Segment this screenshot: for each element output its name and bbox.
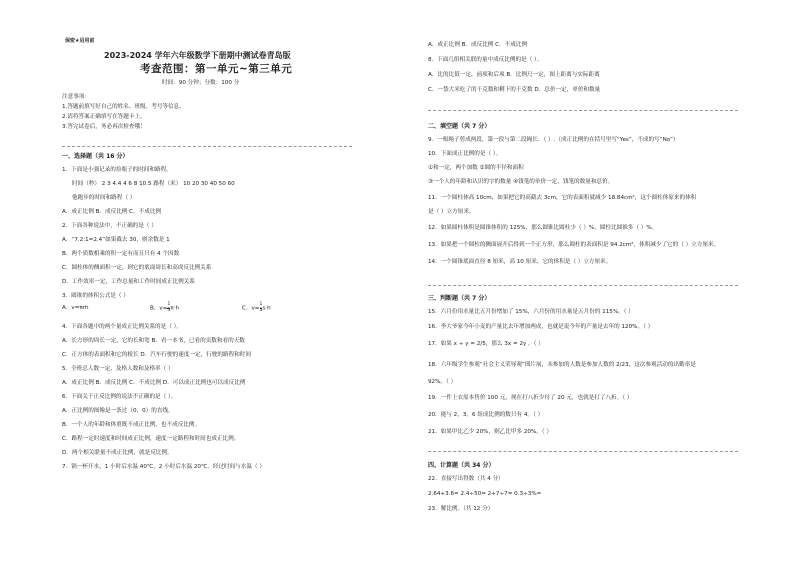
question-line: 9．一根绳子剪成两段，第一段与第二段绳长．（ ）.（成正比例的在括号里写“Yes”，不成的写“No”）: [428, 137, 679, 143]
question-line: 20．能与 2，3，6 组成比例的数只有 4。（ ）: [428, 412, 544, 418]
note-item: 2.请将答案正确填写在答题卡上。: [62, 114, 146, 120]
fraction: $\frac{1}{3}$: [259, 302, 263, 313]
question-line: 10．下面成正比例的是（ ）。: [428, 151, 502, 157]
question-line: B．一个人的年龄和体重既不成正比例，也不成反比例。: [62, 422, 201, 428]
question-line: 14．一个圆锥底面直径 8 厘米，高 10 厘米，它的体积是（ ）立方厘米。: [428, 259, 612, 265]
note-item: 1.答题前填写好自己的姓名、班级、考号等信息。: [62, 104, 185, 110]
question-line: 11．一个圆柱体高 10cm，如果把它的高截去 3cm，它的表面积就减少 18.84cm²，这个圆柱体原来的体积: [428, 195, 697, 201]
divider: [428, 451, 738, 452]
question-line: 16．李大爷家今年小麦的产量比去年增加两成，也就是说今年的产量是去年的 120%。（ ）: [428, 324, 654, 330]
question-line: 15．六月份用水量比五月份增加了 15%，六月份的用水量是五月份的 115%。（ ）: [428, 309, 634, 315]
note-item: 3.答完试卷后，务必再次检查哦！: [62, 124, 146, 130]
question-line: 1．下面是小强记录的捡瓶子的时间和路程。: [62, 167, 172, 173]
q3-option-a: A．v=πrh: [62, 305, 89, 311]
question-line: ③一个人的年龄和认识的字的数量 ④钱笔的单价一定，钱笔的数量和总价。: [428, 179, 614, 185]
section-heading: 三、判断题（共 7 分）: [428, 295, 491, 302]
question-line: 3．圆锥的体积公式是（ ）: [62, 293, 129, 299]
question-line: 5．全班总人数一定，及格人数和及格率（ ）: [62, 366, 174, 372]
secret-label: 保密★启用前: [65, 38, 95, 44]
question-line: C．路程一定时速度和时间成正比例，速度一定路程和时间也成正比例。: [62, 436, 240, 442]
question-line: A．正比例的图像是一条过（0，0）的直线。: [62, 408, 174, 414]
question-line: A．成正比例 B．成反比例 C．不成比例 D．可以成正比例也可以成反比例: [62, 380, 246, 386]
question-line: 12．如果圆柱体积是圆锥体积的 125%，那么圆锥比圆柱少（ ）%，圆柱比圆锥多（ ）%。: [428, 225, 658, 231]
question-line: 时间（秒） 2 3 4.4 4 6 8 10.5 路程（米） 10 20 30 40 50 60: [72, 181, 235, 187]
question-line: 17．如果 x ÷ y = 2/5，那么 3x = 2y 。（ ）: [428, 341, 544, 347]
question-line: 6．下面关于正反比例的说法不正确的是（ ）。: [62, 394, 177, 400]
question-line: A．成正比例 B．成反比例 C．不成比例: [62, 209, 162, 215]
question-line: 8．下面几组相关联的量中成反比例的是（ ）。: [428, 57, 543, 63]
section-heading: 二、填空题（共 7 分）: [428, 123, 491, 130]
divider: [62, 146, 352, 147]
question-line: C．正方体的表面积和它的棱长 D．汽车行驶的速度一定，行驶的路程和时间: [62, 352, 251, 358]
q3-option-b: B．v= $\frac{1}{3}$ π·h: [150, 302, 180, 313]
exam-subtitle: 考查范围：第一单元~第三单元: [140, 63, 293, 75]
question-line: A．长方形的周长一定，它的长和宽 B．看一本书，已看的页数和看的天数: [62, 338, 245, 344]
question-line: 22．直接写出得数（共 4 分）: [428, 476, 504, 482]
question-line: A．比的比值一定，前项和后项 B．比例尺一定，图上距离与实际距离: [428, 72, 600, 78]
question-line: 19．一件上衣原本售价 100 元，现在打八折少付了 20 元，也就是打了八折。（ ）: [428, 395, 633, 401]
question-line: D．两个相关联量不成正比例，就是反比例。: [62, 450, 173, 456]
exam-title: 2023-2024 学年六年级数学下册期中测试卷青岛版: [104, 51, 291, 60]
question-line: A．“7.2:1=2.4”如果截去 30，则余数是 1: [62, 237, 170, 243]
question-line: 他跑步的时间和路程（ ）: [72, 195, 136, 201]
question-line: D．工作效率一定，工作总量和工作时间成正比例关系: [62, 279, 195, 285]
question-line: 18．六年级学生参观“社会主义荣辱观”图片展，未参加的人数是参加人数的 2/23，这次参观活动的出勤率是: [428, 362, 696, 368]
question-line: C．一袋大米吃了的千克数和剩下的千克数 D．总价一定，单价和数量: [428, 87, 601, 93]
notes-heading: 注意事项：: [62, 94, 90, 100]
question-line: ①和一定，两个加数 ②圆的半径和面积: [428, 165, 524, 171]
question-line: 7．锅一杯开水，1 小时后水温 40℃，2 小时后水温 20℃，经过时间与水温（ ）: [62, 464, 265, 470]
question-line: 2．下面各种说法中，不正确的是（ ）: [62, 223, 157, 229]
fraction: $\frac{1}{3}$: [167, 302, 171, 313]
question-line: 13．如果把一个圆柱的侧面展开后得到一个正方形，那么圆柱的表面积是 94.2cm²，体积减少了它的（ ）立方厘米。: [428, 242, 720, 248]
divider: [428, 285, 738, 286]
question-line: 23．解比例。（共 12 分）: [428, 506, 494, 512]
question-line: 4．下面各题中的两个量成正比例关系的是（ ）。: [62, 324, 183, 330]
question-line: C．圆柱体的侧面积一定，则它的底面周长和高成反比例关系: [62, 265, 212, 271]
question-line: 2.64+3.6= 2.4÷50= 2+7÷7= 0.3÷3%=: [428, 491, 542, 497]
section-heading: 四、计算题（共 34 分）: [428, 462, 495, 469]
question-line: A．成正比例 B．成反比例 C．不成比例: [428, 42, 528, 48]
divider: [428, 110, 738, 111]
section-heading: 一、选择题（共 16 分）: [62, 153, 129, 160]
question-line: 92%。（ ）: [428, 379, 457, 385]
q3-option-c: C．v= $\frac{1}{3}$ s·h: [242, 302, 271, 313]
right-column: [397, 0, 794, 562]
question-line: 是（ ）立方厘米。: [428, 209, 475, 215]
time-score: 时间：90 分钟；分数：100 分: [162, 80, 240, 86]
question-line: 21．如果甲比乙少 20%，则乙比甲多 20%。（ ）: [428, 429, 553, 435]
question-line: B．两个质数相乘的积一定有而且只有 4 个因数: [62, 251, 180, 257]
